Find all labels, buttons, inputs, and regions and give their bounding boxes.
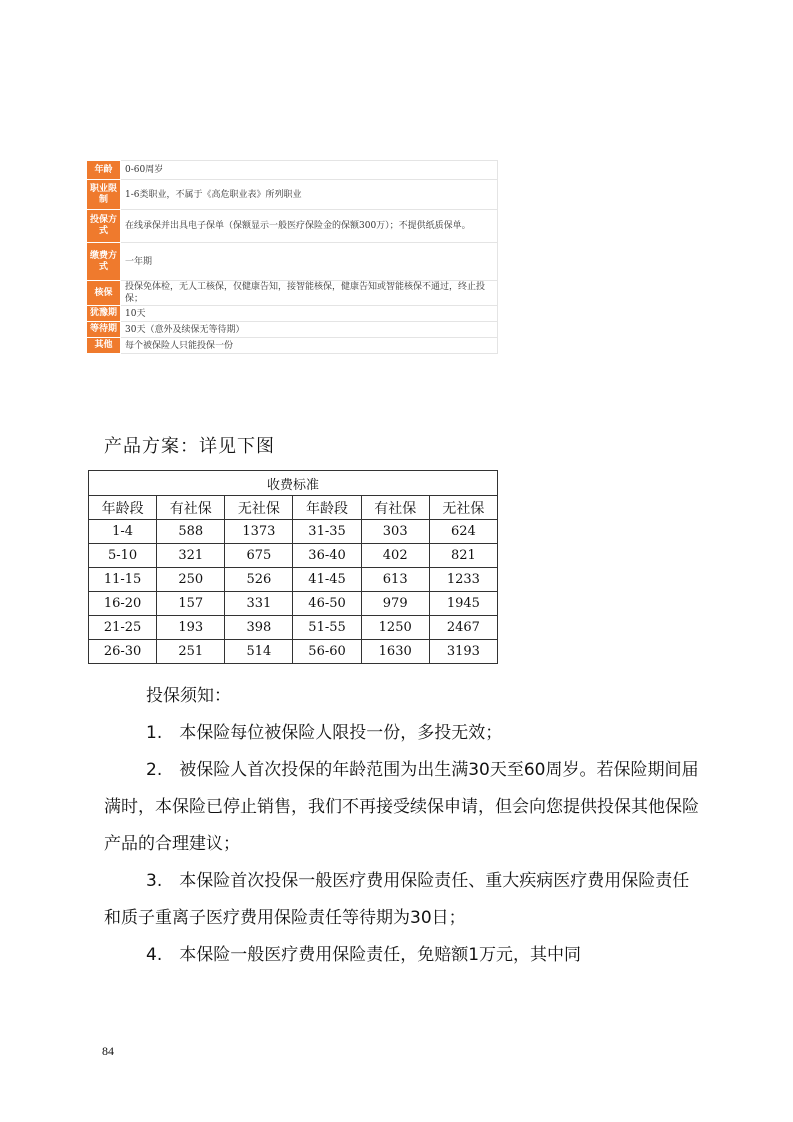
label-occupation: 职业限制 — [87, 180, 121, 210]
label-underwriting: 核保 — [87, 281, 121, 306]
section-heading: 产品方案：详见下图 — [104, 436, 275, 457]
label-purchase-method: 投保方式 — [87, 210, 121, 243]
table-cell: 41-45 — [293, 568, 361, 592]
table-cell: 5-10 — [89, 544, 157, 568]
label-cooling-off: 犹豫期 — [87, 306, 121, 322]
header-cell: 年龄段 — [89, 496, 157, 520]
label-payment-method: 缴费方式 — [87, 243, 121, 281]
header-cell: 有社保 — [361, 496, 429, 520]
table-row — [89, 592, 498, 616]
table-cell: 16-20 — [89, 592, 157, 616]
table-cell: 624 — [429, 520, 497, 544]
header-cell: 无社保 — [225, 496, 293, 520]
value-purchase-method: 在线承保并出具电子保单（保额显示一般医疗保险金的保额300万）；不提供纸质保单。 — [121, 210, 498, 243]
label-other: 其他 — [87, 338, 121, 354]
table-row — [89, 640, 498, 664]
table-cell: 46-50 — [293, 592, 361, 616]
table-cell: 321 — [157, 544, 225, 568]
table-row — [89, 616, 498, 640]
table-cell: 56-60 — [293, 640, 361, 664]
table-cell: 303 — [361, 520, 429, 544]
table-cell: 402 — [361, 544, 429, 568]
table-cell: 21-25 — [89, 616, 157, 640]
table-cell: 51-55 — [293, 616, 361, 640]
product-info-table — [86, 160, 498, 354]
table-cell: 26-30 — [89, 640, 157, 664]
table-cell: 1373 — [225, 520, 293, 544]
table-cell: 588 — [157, 520, 225, 544]
table-cell: 1250 — [361, 616, 429, 640]
table-cell: 398 — [225, 616, 293, 640]
table-row — [89, 520, 498, 544]
table-cell: 2467 — [429, 616, 497, 640]
value-cooling-off: 10天 — [121, 306, 498, 322]
table-cell: 1630 — [361, 640, 429, 664]
value-payment-method: 一年期 — [121, 243, 498, 281]
table-cell: 821 — [429, 544, 497, 568]
value-age: 0-60周岁 — [121, 161, 498, 180]
table-cell: 331 — [225, 592, 293, 616]
table-cell: 11-15 — [89, 568, 157, 592]
table-cell: 251 — [157, 640, 225, 664]
table-cell: 250 — [157, 568, 225, 592]
header-cell: 有社保 — [157, 496, 225, 520]
premium-rates-table — [88, 470, 498, 664]
header-cell: 无社保 — [429, 496, 497, 520]
table-cell: 3193 — [429, 640, 497, 664]
header-cell: 年龄段 — [293, 496, 361, 520]
table-cell: 514 — [225, 640, 293, 664]
table-cell: 31-35 — [293, 520, 361, 544]
table-cell: 526 — [225, 568, 293, 592]
table-cell: 1233 — [429, 568, 497, 592]
value-waiting-period: 30天（意外及续保无等待期） — [121, 322, 498, 338]
table-cell: 36-40 — [293, 544, 361, 568]
label-age: 年龄 — [87, 161, 121, 180]
table-cell: 193 — [157, 616, 225, 640]
table-cell: 1-4 — [89, 520, 157, 544]
table-cell: 613 — [361, 568, 429, 592]
table-row — [89, 568, 498, 592]
table-cell: 1945 — [429, 592, 497, 616]
label-waiting-period: 等待期 — [87, 322, 121, 338]
value-occupation: 1-6类职业，不属于《高危职业表》所列职业 — [121, 180, 498, 210]
rates-caption: 收费标准 — [89, 471, 498, 496]
purchase-notes — [104, 678, 704, 974]
note-item: 2. 被保险人首次投保的年龄范围为出生满30天至60周岁。若保险期间届满时，本保险已停止销售，我们不再接受续保申请，但会向您提供投保其他保险产品的合理建议； — [104, 760, 699, 854]
table-row — [89, 544, 498, 568]
value-other: 每个被保险人只能投保一份 — [121, 338, 498, 354]
value-underwriting: 投保免体检，无人工核保，仅健康告知，接智能核保，健康告知或智能核保不通过，终止投保； — [121, 281, 498, 306]
table-cell: 675 — [225, 544, 293, 568]
note-item: 4. 本保险一般医疗费用保险责任，免赔额1万元，其中同 — [146, 945, 582, 965]
note-item: 3. 本保险首次投保一般医疗费用保险责任、重大疾病医疗费用保险责任和质子重离子医疗费用保险责任等待期为30日； — [104, 871, 690, 928]
note-item: 1. 本保险每位被保险人限投一份，多投无效； — [146, 723, 503, 743]
rates-header-row — [89, 496, 498, 520]
table-cell: 157 — [157, 592, 225, 616]
table-cell: 979 — [361, 592, 429, 616]
page-number: 84 — [102, 1044, 114, 1058]
notes-title: 投保须知： — [146, 686, 231, 706]
